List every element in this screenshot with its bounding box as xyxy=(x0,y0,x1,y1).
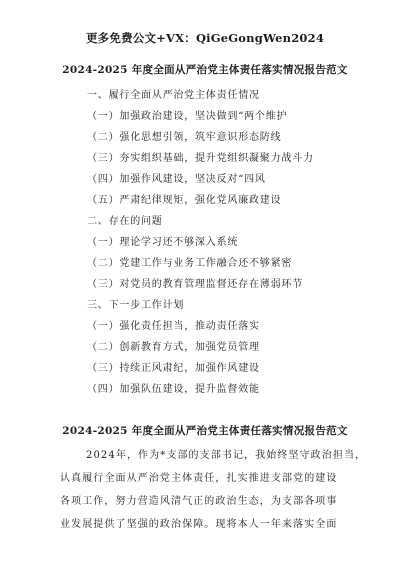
outline-item: （一）加强政治建设，坚决做到“两个维护 xyxy=(87,111,288,122)
body-title: 2024-2025 年度全面从严治党主体责任落实情况报告范文 xyxy=(62,425,348,437)
section-heading-2: 二、存在的问题 xyxy=(87,216,163,227)
outline-item: （四）加强作风建设，坚决反对“四风 xyxy=(87,174,266,185)
outline-item: （一）理论学习还不够深入系统 xyxy=(87,237,239,248)
outline-item: （二）强化思想引领，筑牢意识形态防线 xyxy=(87,132,282,143)
outline-item: （二）创新教育方式，加强党员管理 xyxy=(87,342,260,353)
section-heading-3: 三、下一步工作计划 xyxy=(87,300,185,311)
section-heading-1: 一、履行全面从严治党主体责任情况 xyxy=(87,90,260,101)
body-paragraph-line: 认真履行全面从严治党主体责任，扎实推进支部党的建设 xyxy=(60,473,338,484)
outline-title: 2024-2025 年度全面从严治党主体责任落实情况报告范文 xyxy=(62,64,348,76)
outline-item: （四）加强队伍建设，提升监督效能 xyxy=(87,384,260,395)
promo-banner: 更多免费公文+VX：QiGeGongWen2024 xyxy=(85,31,325,45)
outline-item: （三）夯实组织基础，提升党组织凝聚力战斗力 xyxy=(87,153,314,164)
body-paragraph-line: 业发展提供了坚强的政治保障。现将本人一年来落实全面 xyxy=(60,519,338,530)
outline-item: （二）党建工作与业务工作融合还不够紧密 xyxy=(87,258,293,269)
body-paragraph-line: 各项工作，努力营造风清气正的政治生态，为支部各项事 xyxy=(60,496,338,507)
outline-item: （三）对党员的教育管理监督还存在薄弱环节 xyxy=(87,279,303,290)
body-paragraph-line: 2024年，作为*支部的支部书记，我始终坚守政治担当， xyxy=(86,450,367,461)
outline-item: （一）强化责任担当，推动责任落实 xyxy=(87,321,260,332)
outline-item: （五）严肃纪律规矩，强化党风廉政建设 xyxy=(87,195,282,206)
outline-item: （三）持续正风肃纪，加强作风建设 xyxy=(87,363,260,374)
